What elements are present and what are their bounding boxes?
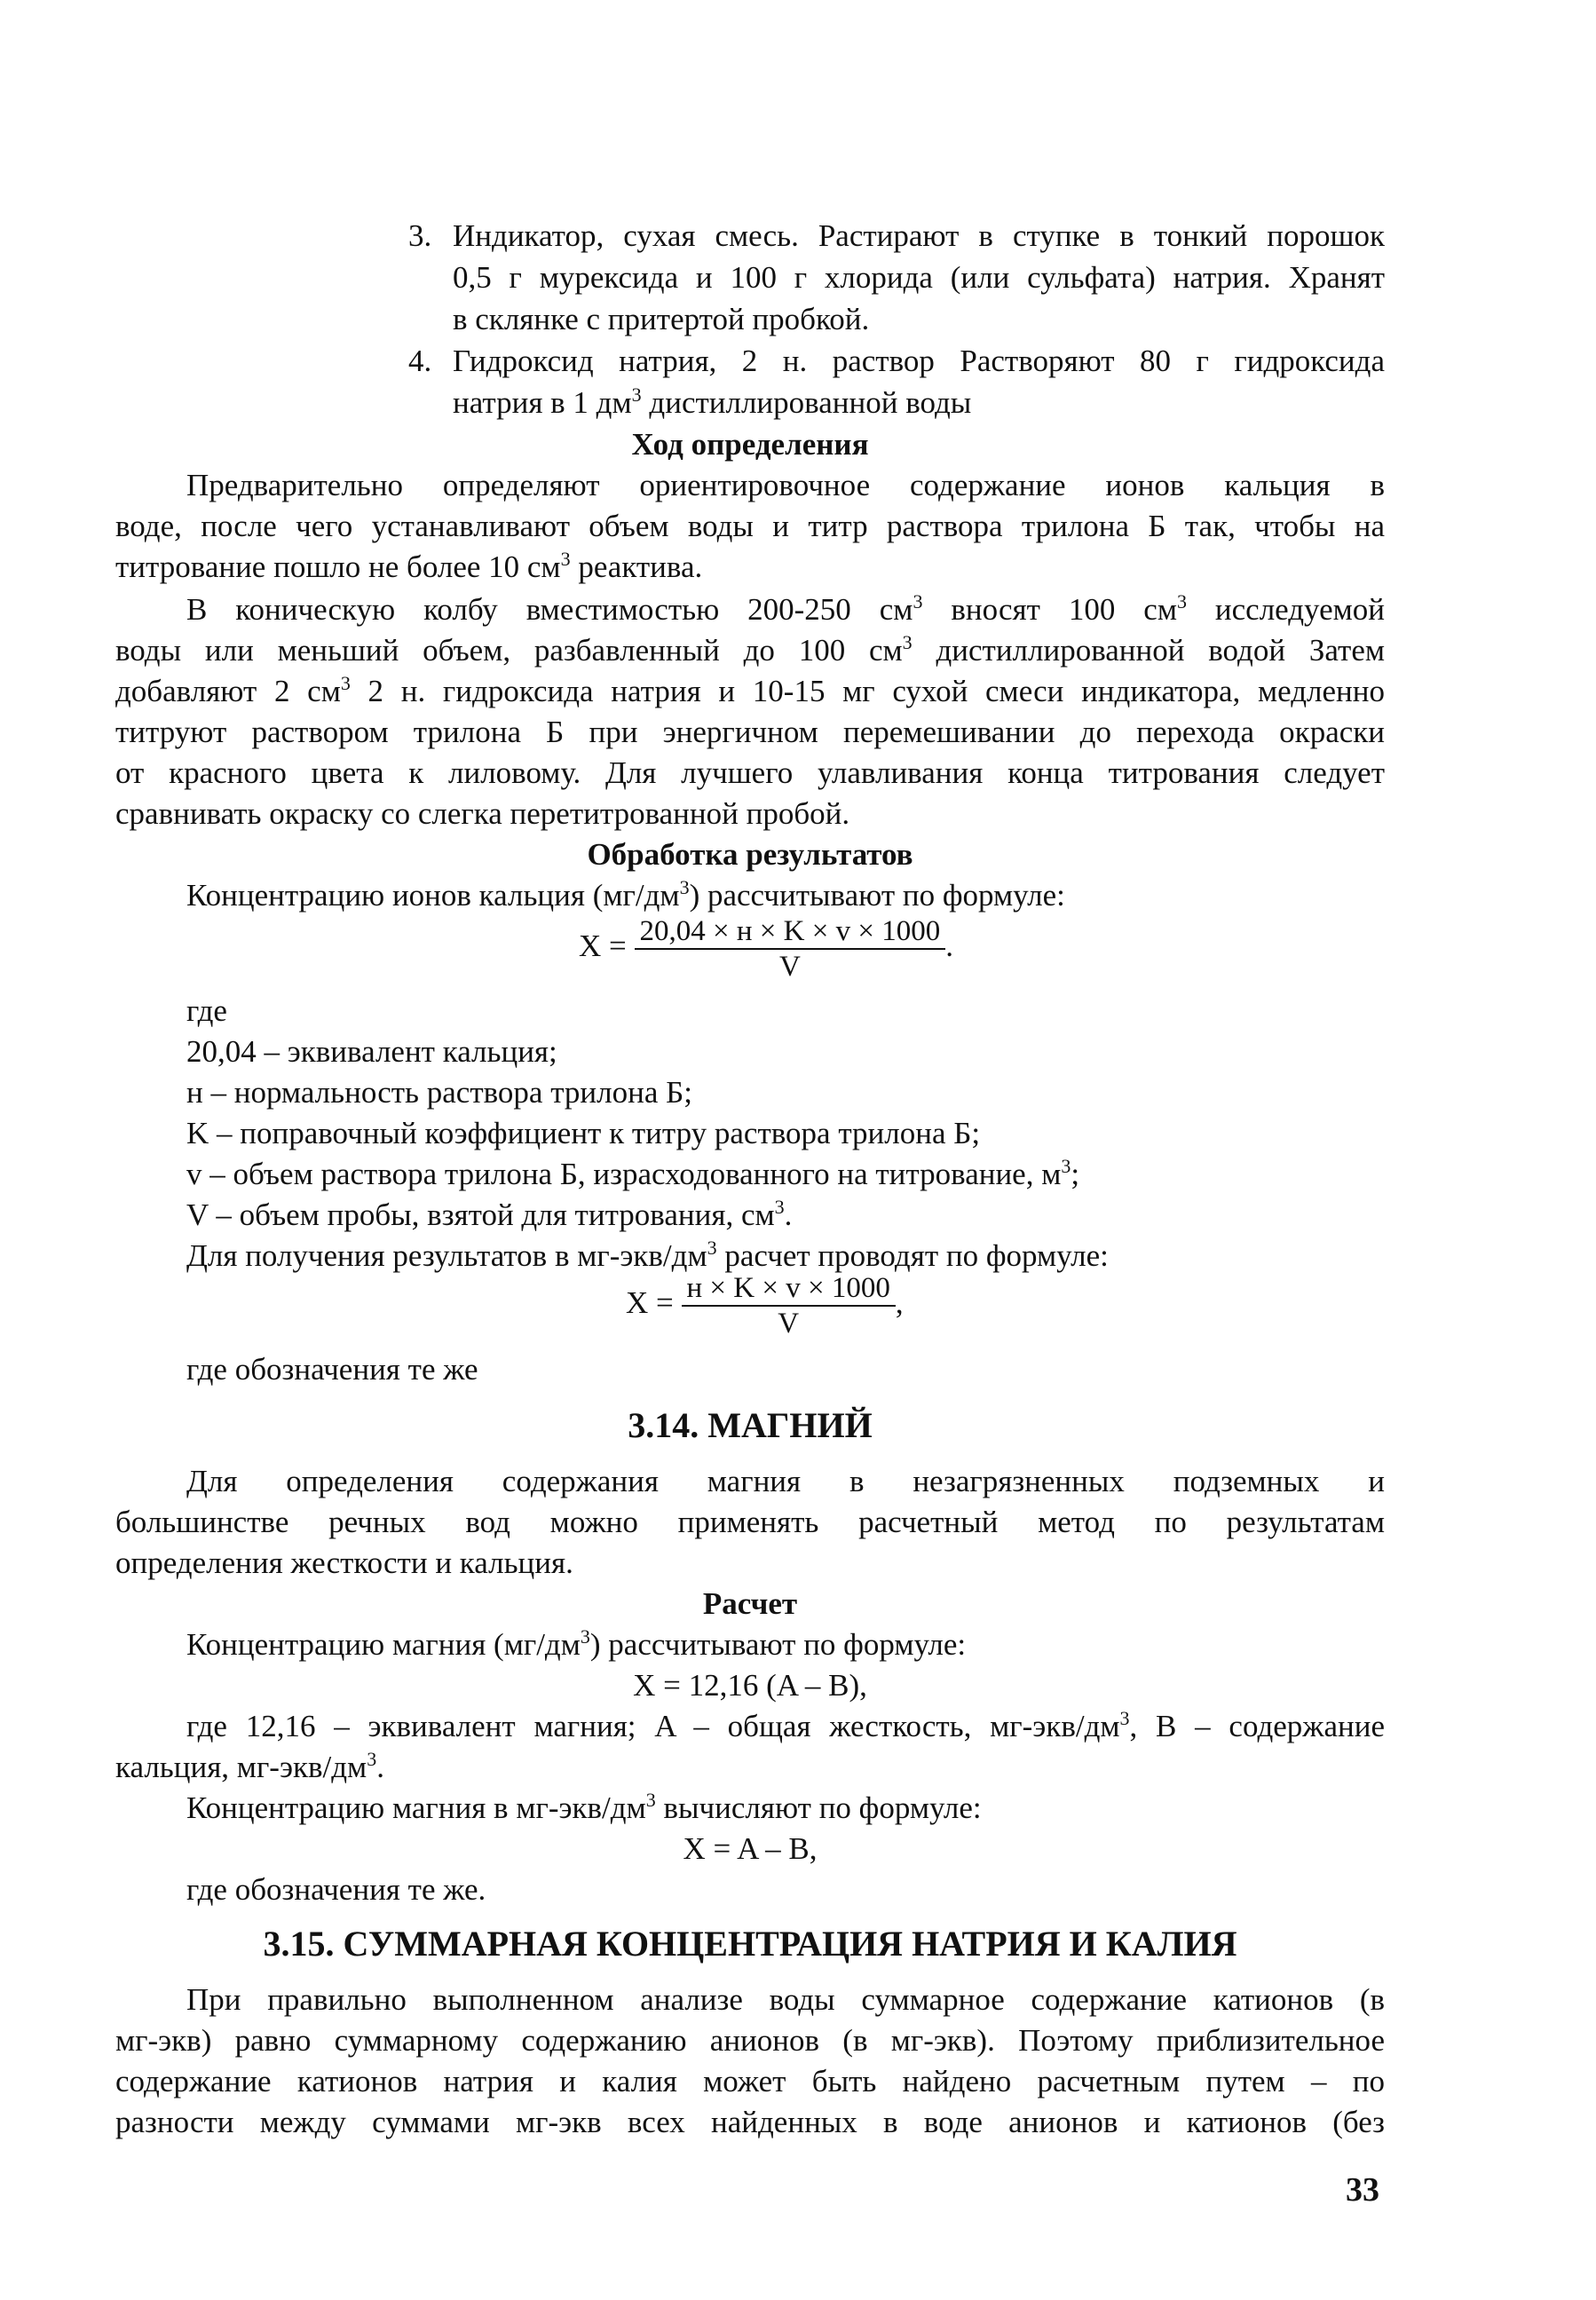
paragraph-line: Концентрацию магния $(мг/дм^3)$ рассчитывают по формуле: bbox=[186, 1625, 967, 1662]
definition-line: 20,04 – эквивалент кальция; bbox=[186, 1034, 557, 1069]
paragraph-line: воде, после чего устанавливают объем воды и титр раствора трилона Б так, чтобы на bbox=[115, 509, 1385, 543]
chapter-heading: 3.14. МАГНИЙ bbox=[628, 1405, 873, 1445]
section-heading: Ход определения bbox=[631, 427, 869, 462]
list-item bbox=[408, 216, 431, 257]
paragraph-line: мг-экв) равно суммарному содержанию анионов (в мг-экв). Поэтому приблизительное bbox=[115, 2023, 1385, 2058]
definition-line: V – объем пробы, взятой для титрования, $см^3$. bbox=[186, 1196, 793, 1232]
list-item bbox=[408, 341, 431, 382]
list-item-3-line1: Индикатор, сухая смесь. Растирают в ступке в тонкий порошок bbox=[453, 218, 1385, 253]
list-number: 3. bbox=[408, 218, 432, 253]
paragraph-line: Для получения результатов в $мг-экв/дм^3$ расчет проводят по формуле: bbox=[186, 1237, 1109, 1273]
paragraph-line: сравнивать окраску со слегка перетитрованной пробой. bbox=[115, 796, 850, 831]
definition-line: K – поправочный коэффициент к титру раствора трилона Б; bbox=[186, 1116, 981, 1150]
chapter-heading: 3.15. СУММАРНАЯ КОНЦЕНТРАЦИЯ НАТРИЯ И КАЛИЯ bbox=[263, 1924, 1237, 1964]
paragraph-line: определения жесткости и кальция. bbox=[115, 1545, 573, 1580]
formula-calcium-mgeq: X = $\frac{н \times K \times v \times 1000}{V}$ , bbox=[626, 1272, 904, 1340]
definition-line: н – нормальность раствора трилона Б; bbox=[186, 1075, 692, 1110]
list-item-4-line1: Гидроксид натрия, 2 н. раствор Растворяют 80 г гидроксида bbox=[453, 344, 1385, 378]
list-number: 4. bbox=[408, 344, 432, 378]
paragraph-line: титруют раствором трилона Б при энергичном перемешивании до перехода окраски bbox=[115, 715, 1385, 749]
paragraph-line: где обозначения те же bbox=[186, 1352, 478, 1387]
paragraph-line: где обозначения те же. bbox=[186, 1872, 486, 1907]
paragraph-line: кальция, $мг-экв/дм^3$. bbox=[115, 1748, 384, 1784]
section-heading: Расчет bbox=[702, 1586, 798, 1621]
paragraph-line: При правильно выполненном анализе воды суммарное содержание катионов (в bbox=[186, 1982, 1385, 2017]
paragraph-line: Для определения содержания магния в незагрязненных подземных и bbox=[186, 1464, 1385, 1498]
paragraph-line: содержание катионов натрия и калия может быть найдено расчетным путем – по bbox=[115, 2064, 1385, 2098]
paragraph-line: Концентрацию магния в $мг-экв/дм^3$ вычисляют по формуле: bbox=[186, 1789, 982, 1825]
list-item-4-line2: натрия в 1 $дм^3$ дистиллированной воды bbox=[453, 383, 972, 420]
list-item-3-line3: в склянке с притертой пробкой. bbox=[453, 302, 870, 336]
section-heading: Обработка результатов bbox=[587, 837, 913, 872]
formula-magnesium-mgeq: X = A – B, bbox=[683, 1831, 818, 1866]
paragraph-line: большинстве речных вод можно применять расчетный метод по результатам bbox=[115, 1505, 1385, 1539]
formula-calcium-mg: X = $\frac{20,04 \times н \times K \times v \times 1000}{V}$ . bbox=[579, 915, 953, 983]
paragraph-line: воды или меньший объем, разбавленный до 100 $см^3$ дистиллированной водой Затем bbox=[115, 631, 1386, 668]
paragraph-line: где 12,16 – эквивалент магния; A – общая жесткость, $мг-экв/дм^3$, B – содержание bbox=[186, 1707, 1385, 1743]
paragraph-line: от красного цвета к лиловому. Для лучшего улавливания конца титрования следует bbox=[115, 755, 1385, 790]
paragraph-line: где bbox=[186, 993, 227, 1028]
paragraph-line: Концентрацию ионов кальция $(мг/дм^3)$ рассчитывают по формуле: bbox=[186, 876, 1065, 913]
paragraph-line: добавляют 2 $см^3$ 2 н. гидроксида натрия и 10-15 мг сухой смеси индикатора, медленно bbox=[115, 672, 1385, 708]
list-item-3-line2: 0,5 г мурексида и 100 г хлорида (или сульфата) натрия. Хранят bbox=[453, 260, 1385, 295]
paragraph-line: В коническую колбу вместимостью 200-250 $см^3$ вносят 100 $см^3$ исследуемой bbox=[186, 590, 1385, 627]
paragraph-line: титрование пошло не более 10 $см^3$ реактива. bbox=[115, 548, 703, 584]
paragraph-line: Предварительно определяют ориентировочное содержание ионов кальция в bbox=[186, 468, 1385, 502]
page-number: 33 bbox=[1346, 2171, 1379, 2209]
formula-magnesium-mg: X = 12,16 (A – B), bbox=[633, 1668, 867, 1703]
definition-line: v – объем раствора трилона Б, израсходованного на титрование, $м^3$; bbox=[186, 1155, 1080, 1191]
paragraph-line: разности между суммами мг-экв всех найденных в воде анионов и катионов (без bbox=[115, 2105, 1385, 2139]
